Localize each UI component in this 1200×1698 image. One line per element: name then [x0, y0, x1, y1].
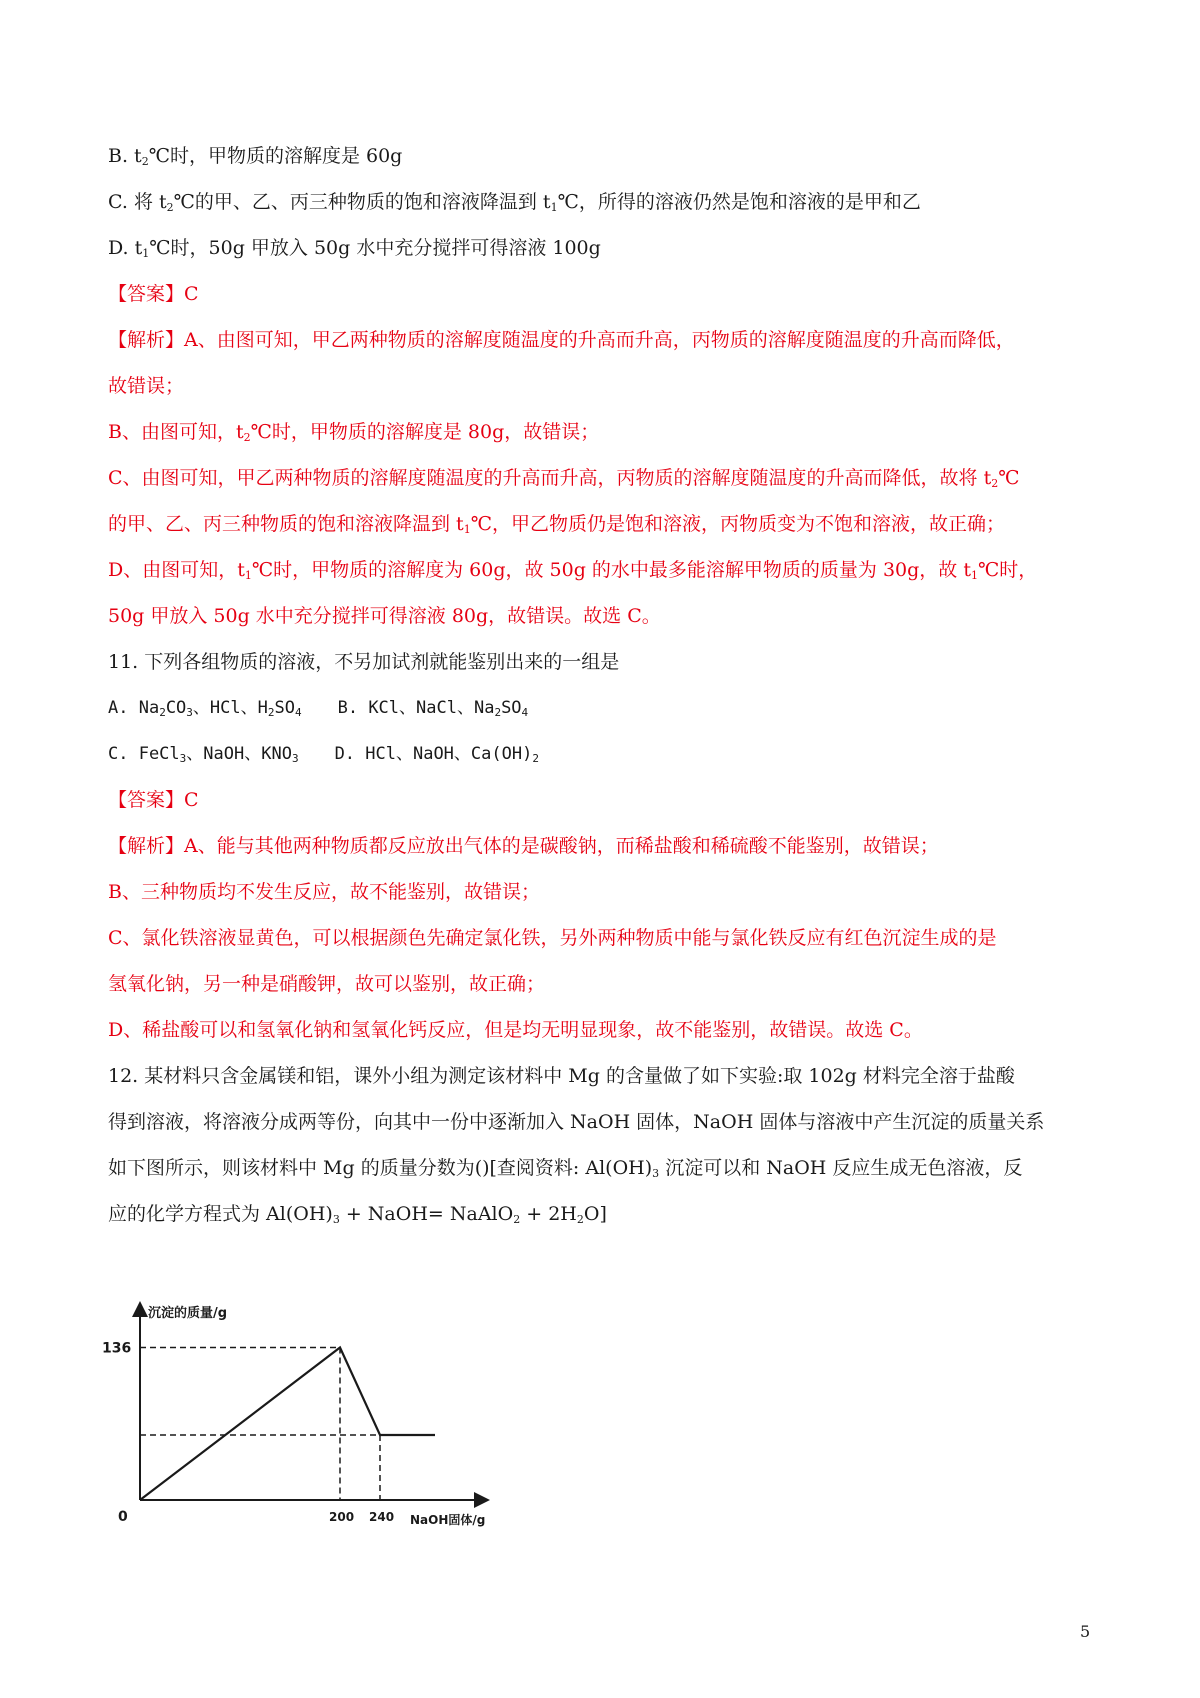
- q11-analysis-line-2: B、三种物质均不发生反应，故不能鉴别，故错误；: [108, 881, 540, 903]
- precipitate-mass-series-line: [140, 1348, 435, 1500]
- origin-label: 0: [118, 1509, 128, 1525]
- q11-option-a: A. $Na_2CO_3$、HCl、$H_2SO_4$: [108, 698, 302, 719]
- q10-analysis-line-2: 故错误；: [108, 375, 185, 397]
- q10-analysis-line-3: B、由图可知，$t_2℃$时，甲物质的溶解度是 80g，故错误；: [108, 421, 600, 444]
- q10-analysis-line-6: D、由图可知，$t_1℃$时，甲物质的溶解度为 60g，故 50g 的水中最多能溶解甲物质的质量为 30g，故 $t_1℃$时，: [108, 559, 1038, 582]
- q10-option-c: C. 将 $t_2℃$的甲、乙、丙三种物质的饱和溶液降温到 $t_1℃$，所得的溶液仍然是饱和溶液的是甲和乙: [108, 191, 921, 214]
- q11-option-b: B. KCl、NaCl、$Na_2SO_4$: [337, 698, 529, 719]
- q11-options-row-2: [108, 740, 539, 768]
- q12-stem-line-3: 如下图所示，则该材料中 Mg 的质量分数为()[查阅资料: $Al(OH)_3$ 沉淀可以和 NaOH 反应生成无色溶液，反: [108, 1157, 1023, 1180]
- q10-option-b: B. $t_2℃$时，甲物质的溶解度是 60g: [108, 145, 403, 168]
- q11-option-c: C. FeCl$_3$、NaOH、$KNO_3$: [108, 744, 299, 765]
- x-axis-label: NaOH固体/g: [410, 1513, 486, 1527]
- q10-option-d: D. $t_1℃$时，50g 甲放入 50g 水中充分搅拌可得溶液 100g: [108, 237, 601, 260]
- q10-analysis-line-4: C、由图可知，甲乙两种物质的溶解度随温度的升高而升高，丙物质的溶解度随温度的升高而降低，故将 $t_2℃$: [108, 467, 1020, 490]
- q11-options-row-1: [108, 694, 528, 722]
- x-tick-label-200: 200: [329, 1510, 355, 1524]
- q11-analysis-line-3: C、氯化铁溶液显黄色，可以根据颜色先确定氯化铁，另外两种物质中能与氯化铁反应有红色沉淀生成的是: [108, 927, 997, 949]
- q10-analysis-line-5: 的甲、乙、丙三种物质的饱和溶液降温到 $t_1℃$，甲乙物质仍是饱和溶液，丙物质变为不饱和溶液，故正确；: [108, 513, 1005, 536]
- q11-analysis-line-1: 【解析】A、能与其他两种物质都反应放出气体的是碳酸钠，而稀盐酸和稀硫酸不能鉴别，故错误；: [108, 835, 939, 857]
- q10-analysis-line-1: 【解析】A、由图可知，甲乙两种物质的溶解度随温度的升高而升高，丙物质的溶解度随温度的升高而降低，: [108, 329, 1015, 351]
- q12-stem-line-4: 应的化学方程式为 $Al(OH)_3$ + NaOH= NaAlO$_2$ + $2H_2O$]: [108, 1203, 607, 1226]
- q11-analysis-line-4: 氢氧化钠，另一种是硝酸钾，故可以鉴别，故正确；: [108, 973, 546, 995]
- q10-analysis-line-7: 50g 甲放入 50g 水中充分搅拌可得溶液 80g，故错误。故选 C。: [108, 605, 661, 627]
- q10-answer: 【答案】C: [108, 283, 199, 305]
- y-axis-label: 沉淀的质量/g: [148, 1306, 228, 1321]
- q11-answer: 【答案】C: [108, 789, 199, 811]
- q12-stem-line-1: 12. 某材料只含金属镁和铝，课外小组为测定该材料中 Mg 的含量做了如下实验:取 102g 材料完全溶于盐酸: [108, 1065, 1015, 1087]
- x-tick-label-240: 240: [369, 1510, 395, 1524]
- precipitate-mass-chart: [102, 1303, 512, 1528]
- q11-option-d: D. HCl、NaOH、$Ca(OH)_2$: [334, 744, 539, 765]
- q11-stem: 11. 下列各组物质的溶液，不另加试剂就能鉴别出来的一组是: [108, 651, 620, 673]
- q11-analysis-line-5: D、稀盐酸可以和氢氧化钠和氢氧化钙反应，但是均无明显现象，故不能鉴别，故错误。故选 C。: [108, 1019, 923, 1041]
- q12-stem-line-2: 得到溶液，将溶液分成两等份，向其中一份中逐渐加入 NaOH 固体，NaOH 固体与溶液中产生沉淀的质量关系: [108, 1111, 1045, 1133]
- page-number: 5: [1080, 1622, 1091, 1641]
- y-tick-label-136: 136: [102, 1340, 132, 1357]
